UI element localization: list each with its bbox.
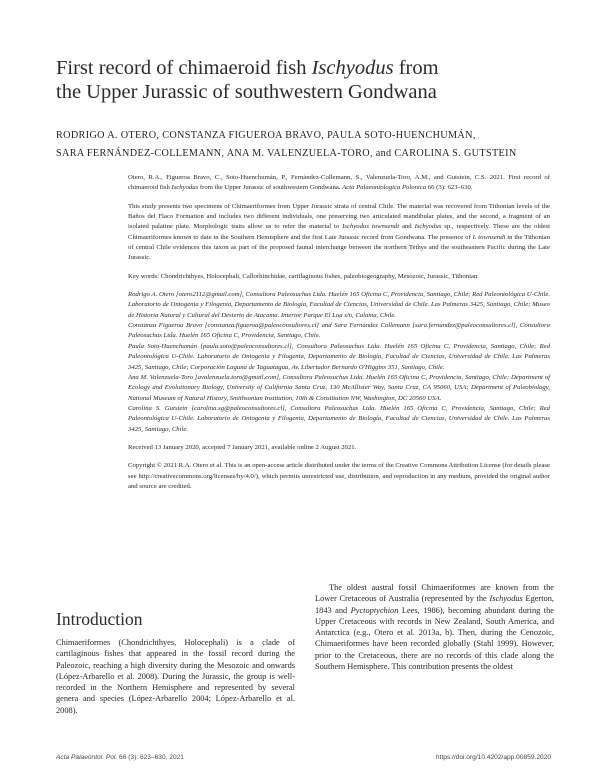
title-line-1: First record of chimaeroid fish Ischyodus from xyxy=(56,57,439,79)
affiliation: Paula Soto-Huenchumán [paula.soto@paleoconsultores.cl], Consultora Paleosuchus Ltda. Huelén 165 Oficina C, Providencia, Santiago, Chile; Red Paleontológica U-Chile. Laboratorio de Ontogenia y Filogenia, Departamento de Biología, Facultad de Ciencias, Universidad de Chile. Las Palmeras 3425, Santiago, Chile; Corporación Laguna de Taguatagua, Av. Libertador Bernardo O'Higgins 351, Santiago, Chile. xyxy=(128,342,550,371)
affiliation: Constanza Figueroa Bravo [constanza.figueroa@paleoconsultores.cl] and Sara Fernández Collemann [sara.fernandez@paleoconsultores.cl], Consultora Paleosuchus Ltda. Huelén 165 Oficina C, Providencia, Santiago, Chile. xyxy=(128,322,550,340)
text-column-left xyxy=(56,637,295,716)
front-matter xyxy=(128,173,550,492)
title-line-2: the Upper Jurassic of southwestern Gondwana xyxy=(56,81,437,103)
section-heading-introduction: Introduction xyxy=(56,609,143,629)
citation: Otero, R.A., Figueroa Bravo, C., Soto-Huenchumán, P., Fernández-Collemann, S., Valenzuela-Toro, A.M., and Gutstein, C.S. 2021. First record of chimaeroid fish Ischyodus from the Upper Jurassic of southwestern Gondwana. Acta Palaeontologica Polonica 66 (3): 623–630. xyxy=(128,174,550,192)
received-dates: Received 13 January 2020, accepted 7 January 2021, available online 2 August 2021. xyxy=(128,443,357,451)
footer-journal-info: Acta Palaeontol. Pol. 66 (3): 623–630, 2021 xyxy=(56,754,184,761)
keywords: Key words: Chondrichthyes, Holocephali, Callorhinchidae, cartilaginous fishes, paleobiogeography, Mesozoic, Jurassic, Tithonian. xyxy=(128,272,479,280)
affiliation: Rodrigo A. Otero [otero2112@gmail.com], Consultora Paleosuchus Ltda. Huelén 165 Oficina C, Providencia, Santiago, Chile; Red Paleontológica U-Chile. Laboratorio de Ontogenia y Filogenia, Departamento de Biología, Facultad de Ciencias, Universidad de Chile. Las Palmeras 3425, Santiago, Chile; Museo de Historia Natural y Cultural del Desierto de Atacama. Interior Parque El Loa s/n, Calama, Chile. xyxy=(128,291,550,319)
authors-line-2: SARA FERNÁNDEZ-COLLEMANN, ANA M. VALENZUELA-TORO, and CAROLINA S. GUTSTEIN xyxy=(56,147,517,159)
abstract: This study presents two specimens of Chimaeriformes from Upper Jurassic strata of central Chile. The material was recovered from Tithonian levels of the Baños del Flaco Formation and includes two different individuals, one preserving two articulated mandibular plates, and the second, a fragment of an isolated palatine plate. Morphologic traits allow us to refer the material to Ischyodus townsendi and Ischyodus sp., respectively. These are the oldest Chimaeriformes known to date in the Southern Hemisphere and the first Late Jurassic record from Gondwana. The presence of I. townsendi in the Tithonian of central Chile evidences this taxon as part of the proposed faunal interchange between the northern Tethys and the southeastern Pacific during the Late Jurassic. xyxy=(128,202,550,262)
article-title xyxy=(56,56,556,104)
affiliation: Ana M. Valenzuela-Toro [avalenzuela.toro@gmail.com], Consultora Paleosuchus Ltda. Huelén 165 Oficina C, Providencia, Santiago, Chile; Department of Ecology and Evolutionary Biology, University of California Santa Cruz, 130 McAllister Way, Santa Cruz, CA 95060, USA; Department of Paleobiology, National Museum of Natural History, Smithsonian Institution, 10th & Constitution NW, Washington, DC 20560 USA. xyxy=(128,373,550,402)
affiliation: Carolina S. Gutstein [carolina.sg@paleoconsultores.cl], Consultora Paleosuchus Ltda. Huelén 165 Oficina C, Providencia, Santiago, Chile; Red Paleontológica U-Chile. Laboratorio de Ontogenia y Filogenia, Departamento de Biología, Facultad de Ciencias, Universidad de Chile. Las Palmeras 3425, Santiago, Chile. xyxy=(128,404,550,433)
title-genus: Ischyodus xyxy=(311,57,394,79)
author-list xyxy=(56,127,556,162)
intro-paragraph-1: Chimaeriformes (Chondrichthyes, Holocephali) is a clade of cartilaginous fishes that appeared in the fossil record during the Paleozoic, reaching a high diversity during the Mesozoic and onwards (López-Arbarello et al. 2008). During the Jurassic, the group is well-recorded in the Northern Hemisphere and represented by several genera and species (López-Arbarello 2004; López-Arbarello et al. 2008). xyxy=(56,638,295,715)
text-column-right xyxy=(315,582,554,672)
footer-doi-link[interactable]: https://doi.org/10.4202/app.00859.2020 xyxy=(435,754,551,761)
intro-paragraph-2: The oldest austral fossil Chimaeriformes are known from the Lower Cretaceous of Australia (represented by the Ischyodus Egerton, 1843 and Pyctoptychion Lees, 1986), becoming abundant during the Upper Cretaceous with records in New Zealand, South America, and Antarctica (e.g., Otero et al. 2013a, b). Then, during the Cenozoic, Chimaeriformes have been recorded globally (Stahl 1999). However, prior to the Cretaceous, there are no records of this clade along the Southern Hemisphere. This contribution presents the oldest xyxy=(315,583,554,672)
authors-line-1: RODRIGO A. OTERO, CONSTANZA FIGUEROA BRAVO, PAULA SOTO-HUENCHUMÁN, xyxy=(56,130,476,141)
copyright-notice: Copyright © 2021 R.A. Otero et al. This is an open-access article distributed under the terms of the Creative Commons Attribution License (for details please see http://creativecommons.org/licenses/by/4.0/), which permits unrestricted use, distribution, and reproduction in any medium, provided the original author and source are credited. xyxy=(128,462,550,490)
